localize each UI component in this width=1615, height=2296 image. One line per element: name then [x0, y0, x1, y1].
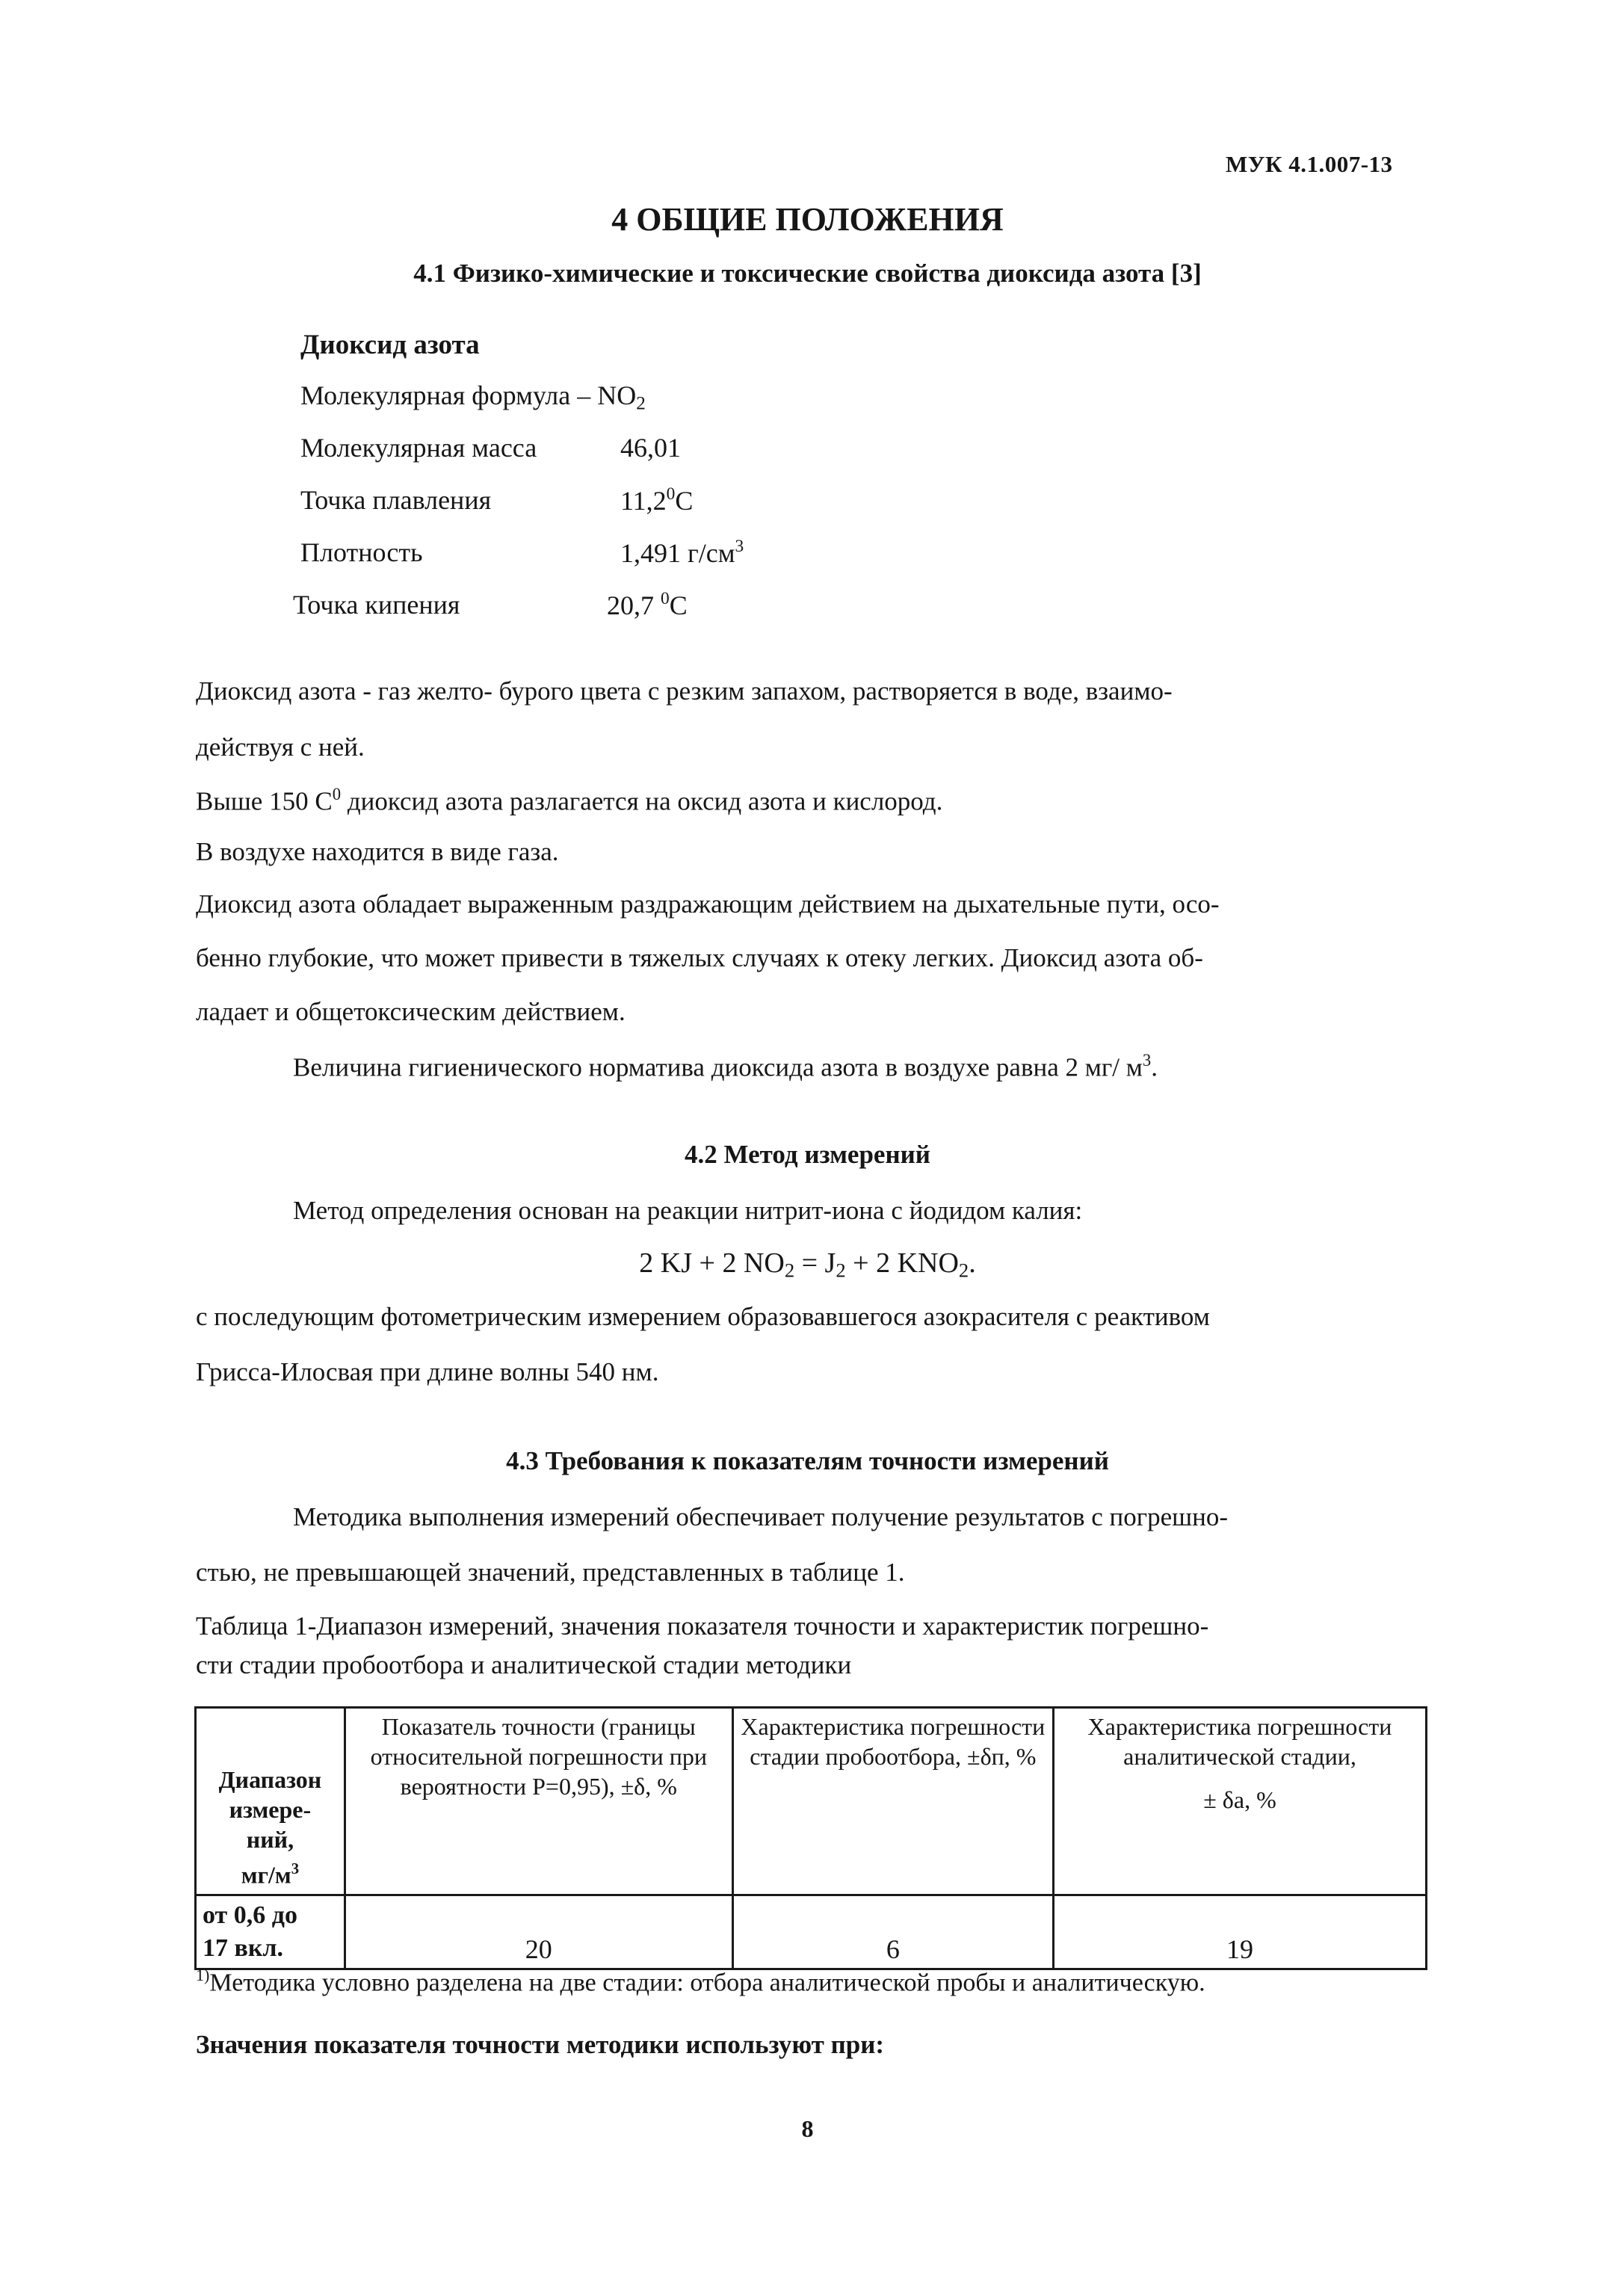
decomposition-text-rest: диоксид азота разлагается на оксид азота и кислород.	[341, 786, 943, 816]
subsection-title-properties: 4.1 Физико-химические и токсические свойства диоксида азота [3]	[413, 259, 1202, 288]
mass-label: Молекулярная масса	[300, 433, 537, 463]
boil-value: 20,7	[607, 590, 661, 621]
subsection-title-accuracy: 4.3 Требования к показателям точности измерений	[506, 1446, 1109, 1475]
formula-part: = J	[794, 1247, 836, 1279]
melt-label: Точка плавления	[300, 485, 492, 515]
cell-analytic: 19	[1053, 1895, 1426, 1969]
paragraph-line: Диоксид азота обладает выраженным раздражающим действием на дыхательные пути, осо-	[196, 889, 1220, 919]
header-analytic-symbol: ± δа, %	[1203, 1786, 1276, 1813]
formula-label: Молекулярная формула – NO	[300, 380, 637, 410]
degree-mark: 0	[332, 785, 342, 803]
header-range-unit	[203, 1854, 338, 1889]
table-header-row	[196, 1708, 1427, 1895]
header-analytic	[1053, 1708, 1426, 1895]
norm-superscript: 3	[1142, 1051, 1152, 1070]
table-row	[196, 1895, 1427, 1969]
footnote-text: Методика условно разделена на две стадии: отбора аналитической пробы и аналитическую.	[209, 1969, 1205, 1997]
subsection-title-method: 4.2 Метод измерений	[685, 1140, 930, 1169]
document-code: МУК 4.1.007-13	[1226, 151, 1393, 177]
table-caption: сти стадии пробоотбора и аналитической стадии методики	[196, 1650, 852, 1679]
paragraph-line: ладает и общетоксическим действием.	[196, 997, 626, 1026]
melt-value: 11,2	[620, 486, 667, 516]
header-range-line: Диапазон	[218, 1765, 322, 1793]
reaction-formula	[0, 1247, 1615, 1283]
degree-mark: 0	[661, 589, 670, 608]
table-caption: Таблица 1-Диапазон измерений, значения показателя точности и характеристик погрешно-	[196, 1611, 1209, 1641]
footnote-mark: 1)	[196, 1966, 210, 1984]
formula-part: 2 KJ + 2 NO	[639, 1247, 785, 1279]
page-number: 8	[801, 2115, 814, 2142]
header-range-superscript: 3	[291, 1860, 300, 1877]
paragraph-gas: В воздухе находится в виде газа.	[196, 837, 559, 866]
mass-value: 46,01	[620, 433, 681, 463]
decomposition-text: Выше 150 С	[196, 786, 333, 816]
density-superscript: 3	[735, 537, 744, 556]
norm-text: Величина гигиенического норматива диоксида азота в воздухе равна 2 мг/ м	[293, 1052, 1143, 1082]
cell-accuracy: 20	[345, 1895, 732, 1969]
formula-subscript: 2	[958, 1259, 969, 1282]
method-intro: Метод определения основан на реакции нитрит-иона с йодидом калия:	[293, 1196, 1083, 1225]
closing-line: Значения показателя точности методики используют при:	[196, 2030, 885, 2059]
cell-range-line: от 0,6 до	[203, 1901, 297, 1929]
boil-value-row	[607, 589, 688, 621]
formula-part: + 2 KNO	[845, 1247, 959, 1279]
boil-label: Точка кипения	[293, 590, 460, 620]
paragraph-line: Диоксид азота - газ желто- бурого цвета с резким запахом, растворяется в воде, взаимо-	[196, 676, 1173, 706]
norm-text-end: .	[1151, 1052, 1158, 1082]
boil-unit: C	[669, 590, 688, 621]
accuracy-line: Методика выполнения измерений обеспечивает получение результатов с погрешно-	[293, 1502, 1229, 1531]
melt-unit: C	[675, 486, 694, 516]
header-range-line: мг/м	[241, 1861, 291, 1888]
formula-subscript: 2	[784, 1259, 795, 1282]
formula-part: .	[969, 1247, 976, 1279]
paragraph-norm	[293, 1051, 1158, 1083]
properties-heading: Диоксид азота	[300, 330, 480, 360]
paragraph-line: бенно глубокие, что может привести в тяжелых случаях к отеку легких. Диоксид азота об-	[196, 943, 1203, 972]
method-line: Грисса-Илосвая при длине волны 540 нм.	[196, 1357, 659, 1386]
accuracy-line: стью, не превышающей значений, представленных в таблице 1.	[196, 1558, 905, 1587]
density-label: Плотность	[300, 537, 423, 567]
melt-value-row	[620, 484, 693, 516]
formula-row	[300, 380, 646, 414]
formula-subscript: 2	[836, 1259, 846, 1282]
cell-sampling: 6	[732, 1895, 1053, 1969]
table-footnote	[196, 1966, 1205, 1997]
paragraph-decomposition	[196, 785, 942, 817]
header-range-line: ний,	[246, 1825, 294, 1853]
header-sampling: Характеристика погрешности стадии пробоотбора, ±δп, %	[732, 1708, 1053, 1895]
header-range-line: измере-	[229, 1795, 312, 1823]
header-analytic-text: Характеристика погрешности аналитической стадии,	[1087, 1713, 1392, 1770]
header-range	[196, 1708, 345, 1895]
accuracy-table	[194, 1706, 1427, 1970]
formula-subscript: 2	[636, 393, 646, 414]
cell-range	[196, 1895, 345, 1969]
density-value: 1,491 г/см	[620, 538, 735, 569]
cell-range-line: 17 вкл.	[203, 1934, 284, 1962]
density-value-row	[620, 537, 744, 569]
section-title: 4 ОБЩИЕ ПОЛОЖЕНИЯ	[611, 201, 1004, 238]
method-line: с последующим фотометрическим измерением образовавшегося азокрасителя с реактивом	[196, 1302, 1210, 1331]
paragraph-line: действуя с ней.	[196, 732, 365, 762]
header-accuracy: Показатель точности (границы относительной погрешности при вероятности Р=0,95), ±δ, %	[345, 1708, 732, 1895]
degree-mark: 0	[666, 484, 676, 504]
